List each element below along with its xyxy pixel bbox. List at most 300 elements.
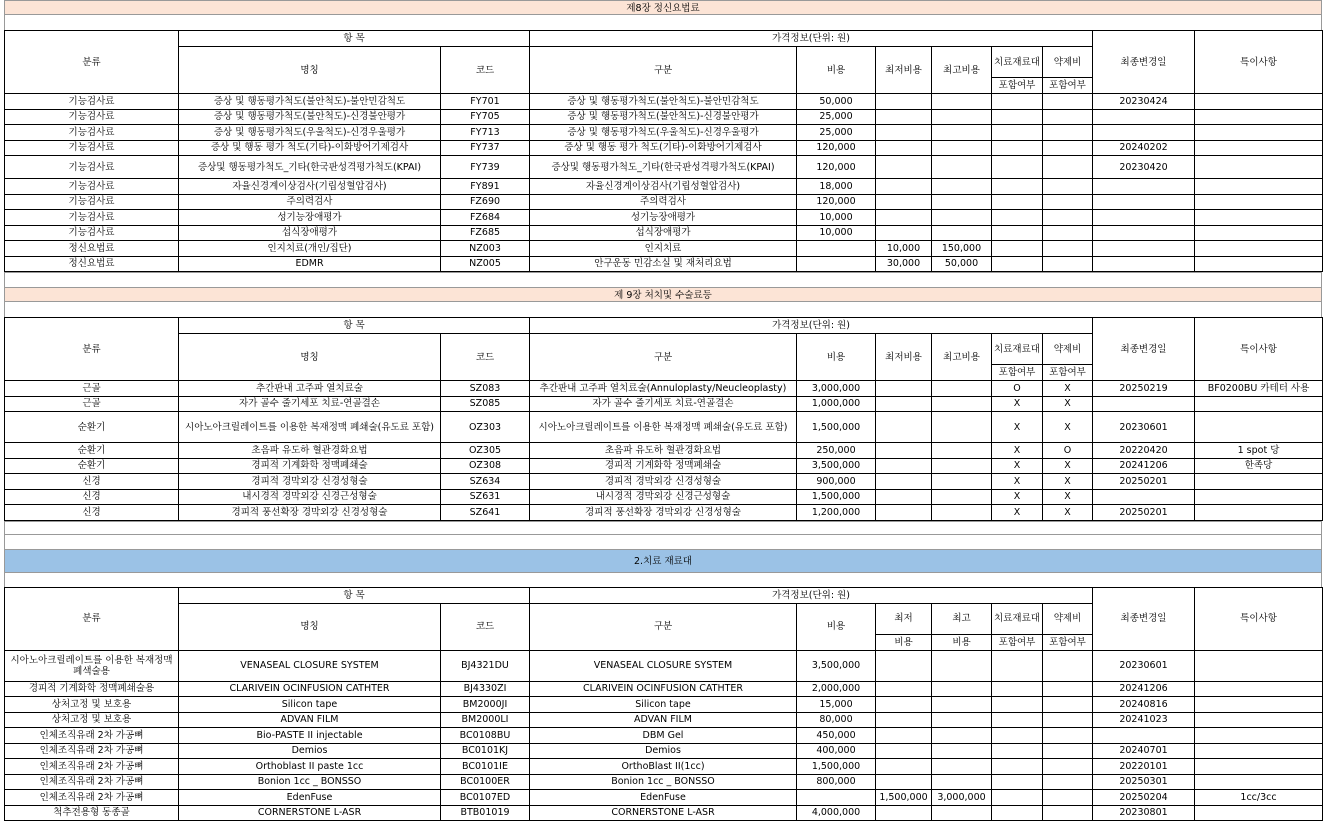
cell-code: BC0108BU: [441, 728, 530, 744]
table-row: [5, 650, 1323, 681]
section-title-procedures: 제 9장 처치및 수술료등: [4, 287, 1322, 302]
cell-name: 경피적 풍선확장 경막외강 신경성형술: [179, 505, 441, 521]
table-row: [5, 210, 1323, 226]
cell-cost: 900,000: [797, 474, 876, 490]
cell-min-cost: [876, 381, 932, 397]
table-row: [5, 109, 1323, 125]
table-row: [5, 94, 1323, 110]
cell-division: 증상및 행동평가척도_기타(한국판성격평가척도(KPAI): [530, 156, 797, 179]
header-category: 분류: [5, 31, 179, 94]
cell-name: 경피적 기계화학 정맥폐쇄술: [179, 458, 441, 474]
header-drug: 약제비: [1043, 334, 1093, 365]
cell-max-cost: [932, 412, 992, 443]
cell-cost: 1,500,000: [797, 412, 876, 443]
cell-material: [992, 697, 1043, 713]
cell-division: 안구운동 민감소실 및 재처리요법: [530, 256, 797, 272]
cell-code: SZ631: [441, 489, 530, 505]
cell-notes: [1195, 489, 1323, 505]
spacer: [4, 535, 1322, 549]
cell-cost: 1,500,000: [797, 489, 876, 505]
cell-code: SZ085: [441, 396, 530, 412]
cell-category: 신경: [5, 505, 179, 521]
cell-drug: [1043, 256, 1093, 272]
cell-division: VENASEAL CLOSURE SYSTEM: [530, 650, 797, 681]
cell-division: 자율신경계이상검사(기립성혈압검사): [530, 179, 797, 195]
cell-code: BC0100ER: [441, 774, 530, 790]
header-material: 치료재료대: [992, 334, 1043, 365]
cell-code: FZ690: [441, 194, 530, 210]
cell-code: NZ003: [441, 241, 530, 257]
cell-last-changed: 20240701: [1093, 743, 1195, 759]
cell-notes: [1195, 412, 1323, 443]
cell-notes: [1195, 805, 1323, 821]
table-row: [5, 381, 1323, 397]
cell-name: Bonion 1cc _ BONSSO: [179, 774, 441, 790]
cell-material: [992, 179, 1043, 195]
cell-division: 증상 및 행동 평가 척도(기타)-이화방어기제검사: [530, 140, 797, 156]
cell-max-cost: [932, 109, 992, 125]
cell-min-cost: [876, 474, 932, 490]
cell-division: ADVAN FILM: [530, 712, 797, 728]
cell-cost: 400,000: [797, 743, 876, 759]
header-drug-incl: 포함여부: [1043, 634, 1093, 650]
cell-category: 인체조직유래 2차 가공뼈: [5, 790, 179, 806]
header-item: 항 목: [179, 31, 530, 47]
cell-drug: [1043, 790, 1093, 806]
cell-min-cost: [876, 125, 932, 141]
cell-min-cost: [876, 412, 932, 443]
cell-category: 신경: [5, 474, 179, 490]
cell-last-changed: 20230801: [1093, 805, 1195, 821]
cell-division: 추간판내 고주파 열치료술(Annuloplasty/Neucleoplasty): [530, 381, 797, 397]
cell-max-cost: [932, 712, 992, 728]
cell-material: X: [992, 489, 1043, 505]
cell-code: FY705: [441, 109, 530, 125]
table-row: [5, 140, 1323, 156]
table-row: [5, 194, 1323, 210]
cell-min-cost: [876, 443, 932, 459]
cell-division: Silicon tape: [530, 697, 797, 713]
cell-name: Silicon tape: [179, 697, 441, 713]
cell-code: OZ308: [441, 458, 530, 474]
cell-max-cost: 3,000,000: [932, 790, 992, 806]
header-min-top: 최저: [876, 603, 932, 634]
cell-last-changed: [1093, 125, 1195, 141]
cell-name: 증상 및 행동평가척도(우울척도)-신경우울평가: [179, 125, 441, 141]
cell-name: 경피적 경막외강 신경성형술: [179, 474, 441, 490]
cell-notes: [1195, 650, 1323, 681]
cell-min-cost: [876, 458, 932, 474]
table-row: [5, 396, 1323, 412]
cell-category: 척추전용형 동종골: [5, 805, 179, 821]
cell-min-cost: [876, 179, 932, 195]
cell-name: 자율신경계이상검사(기립성혈압검사): [179, 179, 441, 195]
cell-notes: 1cc/3cc: [1195, 790, 1323, 806]
cell-max-cost: [932, 681, 992, 697]
cell-last-changed: 20230424: [1093, 94, 1195, 110]
cell-last-changed: 20250301: [1093, 774, 1195, 790]
cell-code: BC0107ED: [441, 790, 530, 806]
cell-notes: [1195, 194, 1323, 210]
cell-division: 주의력검사: [530, 194, 797, 210]
cell-code: BC0101KJ: [441, 743, 530, 759]
cell-last-changed: 20220420: [1093, 443, 1195, 459]
cell-material: [992, 194, 1043, 210]
cell-last-changed: [1093, 241, 1195, 257]
cell-code: FY739: [441, 156, 530, 179]
cell-min-cost: [876, 681, 932, 697]
cell-material: X: [992, 505, 1043, 521]
table-row: [5, 179, 1323, 195]
cell-notes: [1195, 774, 1323, 790]
cell-material: [992, 140, 1043, 156]
header-min-sub: 비용: [876, 634, 932, 650]
cell-code: BJ4330ZI: [441, 681, 530, 697]
cell-division: CLARIVEIN OCINFUSION CATHTER: [530, 681, 797, 697]
cell-name: 섭식장애평가: [179, 225, 441, 241]
cell-max-cost: [932, 156, 992, 179]
header-name: 명칭: [179, 47, 441, 94]
cell-max-cost: [932, 194, 992, 210]
cell-material: [992, 225, 1043, 241]
cell-code: FY713: [441, 125, 530, 141]
cell-notes: [1195, 396, 1323, 412]
cell-code: SZ083: [441, 381, 530, 397]
cell-min-cost: [876, 94, 932, 110]
cell-min-cost: [876, 489, 932, 505]
cell-division: EdenFuse: [530, 790, 797, 806]
cell-code: FY737: [441, 140, 530, 156]
cell-min-cost: [876, 697, 932, 713]
header-drug-incl: 포함여부: [1043, 365, 1093, 381]
cell-drug: X: [1043, 412, 1093, 443]
header-notes: 특이사항: [1195, 587, 1323, 650]
cell-last-changed: 20241023: [1093, 712, 1195, 728]
header-last-changed: 최종변경일: [1093, 31, 1195, 94]
header-cost: 비용: [797, 334, 876, 381]
cell-notes: BF0200BU 카테터 사용: [1195, 381, 1323, 397]
cell-notes: [1195, 697, 1323, 713]
cell-code: FZ685: [441, 225, 530, 241]
cell-code: OZ305: [441, 443, 530, 459]
cell-max-cost: [932, 474, 992, 490]
cell-max-cost: [932, 505, 992, 521]
cell-cost: 1,500,000: [797, 759, 876, 775]
header-max-cost: 최고비용: [932, 334, 992, 381]
cell-drug: [1043, 759, 1093, 775]
cell-name: 증상및 행동평가척도_기타(한국판성격평가척도(KPAI): [179, 156, 441, 179]
table-row: [5, 241, 1323, 257]
header-material: 치료재료대: [992, 47, 1043, 78]
cell-max-cost: [932, 210, 992, 226]
cell-drug: [1043, 109, 1093, 125]
cell-division: 시아노아크릴레이트를 이용한 복재정맥 폐쇄술(유도료 포함): [530, 412, 797, 443]
cell-notes: [1195, 140, 1323, 156]
header-notes: 특이사항: [1195, 318, 1323, 381]
cell-cost: 10,000: [797, 225, 876, 241]
psychotherapy-table: [4, 30, 1323, 272]
cell-category: 순환기: [5, 458, 179, 474]
table-row: [5, 743, 1323, 759]
cell-drug: X: [1043, 396, 1093, 412]
cell-drug: [1043, 140, 1093, 156]
cell-material: [992, 109, 1043, 125]
cell-material: X: [992, 443, 1043, 459]
cell-drug: [1043, 156, 1093, 179]
cell-cost: 1,000,000: [797, 396, 876, 412]
cell-category: 정신요법료: [5, 256, 179, 272]
cell-code: FZ684: [441, 210, 530, 226]
cell-last-changed: 20250219: [1093, 381, 1195, 397]
cell-material: [992, 759, 1043, 775]
cell-min-cost: [876, 156, 932, 179]
cell-material: [992, 256, 1043, 272]
cell-material: [992, 774, 1043, 790]
cell-last-changed: 20240816: [1093, 697, 1195, 713]
cell-max-cost: [932, 381, 992, 397]
header-name: 명칭: [179, 603, 441, 650]
cell-last-changed: [1093, 225, 1195, 241]
cell-material: [992, 125, 1043, 141]
cell-min-cost: [876, 650, 932, 681]
cell-category: 근골: [5, 396, 179, 412]
cell-last-changed: [1093, 179, 1195, 195]
cell-min-cost: [876, 805, 932, 821]
cell-min-cost: [876, 774, 932, 790]
cell-category: 정신요법료: [5, 241, 179, 257]
cell-notes: [1195, 743, 1323, 759]
cell-name: 증상 및 행동평가척도(불안척도)-불안민감척도: [179, 94, 441, 110]
spacer: [4, 521, 1322, 535]
cell-division: 성기능장애평가: [530, 210, 797, 226]
cell-cost: 800,000: [797, 774, 876, 790]
cell-material: X: [992, 412, 1043, 443]
cell-last-changed: [1093, 109, 1195, 125]
cell-material: [992, 94, 1043, 110]
cell-category: 인체조직유래 2차 가공뼈: [5, 774, 179, 790]
cell-notes: [1195, 681, 1323, 697]
cell-cost: [797, 241, 876, 257]
cell-notes: 1 spot 당: [1195, 443, 1323, 459]
header-code: 코드: [441, 47, 530, 94]
header-price-info: 가격정보(단위: 원): [530, 31, 1093, 47]
cell-last-changed: 20250201: [1093, 474, 1195, 490]
cell-category: 기능검사료: [5, 94, 179, 110]
cell-drug: [1043, 728, 1093, 744]
cell-category: 기능검사료: [5, 179, 179, 195]
cell-category: 상처고정 및 보호용: [5, 712, 179, 728]
cell-name: 증상 및 행동 평가 척도(기타)-이화방어기제검사: [179, 140, 441, 156]
cell-category: 인체조직유래 2차 가공뼈: [5, 759, 179, 775]
cell-drug: [1043, 712, 1093, 728]
table-row: [5, 474, 1323, 490]
cell-cost: 3,000,000: [797, 381, 876, 397]
cell-notes: [1195, 474, 1323, 490]
cell-category: 인체조직유래 2차 가공뼈: [5, 743, 179, 759]
cell-cost: 2,000,000: [797, 681, 876, 697]
cell-division: DBM Gel: [530, 728, 797, 744]
cell-drug: X: [1043, 474, 1093, 490]
cell-division: 경피적 경막외강 신경성형술: [530, 474, 797, 490]
cell-division: 인지치료: [530, 241, 797, 257]
cell-division: 증상 및 행동평가척도(불안척도)-신경불안평가: [530, 109, 797, 125]
cell-min-cost: 30,000: [876, 256, 932, 272]
cell-code: BTB01019: [441, 805, 530, 821]
cell-max-cost: [932, 125, 992, 141]
cell-division: 증상 및 행동평가척도(우울척도)-신경우울평가: [530, 125, 797, 141]
cell-cost: 15,000: [797, 697, 876, 713]
cell-cost: 120,000: [797, 140, 876, 156]
cell-material: [992, 156, 1043, 179]
cell-name: 증상 및 행동평가척도(불안척도)-신경불안평가: [179, 109, 441, 125]
cell-name: VENASEAL CLOSURE SYSTEM: [179, 650, 441, 681]
cell-last-changed: 20250201: [1093, 505, 1195, 521]
cell-last-changed: 20240202: [1093, 140, 1195, 156]
cell-notes: [1195, 505, 1323, 521]
cell-last-changed: 20230601: [1093, 650, 1195, 681]
cell-division: Bonion 1cc _ BONSSO: [530, 774, 797, 790]
header-code: 코드: [441, 334, 530, 381]
cell-name: Demios: [179, 743, 441, 759]
cell-notes: [1195, 156, 1323, 179]
cell-notes: [1195, 728, 1323, 744]
cell-min-cost: 10,000: [876, 241, 932, 257]
cell-min-cost: [876, 743, 932, 759]
cell-material: X: [992, 396, 1043, 412]
cell-code: BJ4321DU: [441, 650, 530, 681]
cell-min-cost: [876, 194, 932, 210]
cell-max-cost: [932, 225, 992, 241]
cell-last-changed: 20241206: [1093, 458, 1195, 474]
cell-notes: [1195, 125, 1323, 141]
cell-max-cost: [932, 697, 992, 713]
header-min-cost: 최저비용: [876, 47, 932, 94]
materials-table: [4, 587, 1323, 821]
spacer: [4, 302, 1322, 317]
cell-max-cost: [932, 743, 992, 759]
spacer: [4, 272, 1322, 287]
header-max-cost: 최고비용: [932, 47, 992, 94]
cell-drug: [1043, 125, 1093, 141]
section-title-materials: 2.치료 재료대: [4, 549, 1322, 573]
cell-drug: [1043, 650, 1093, 681]
cell-code: BC0101IE: [441, 759, 530, 775]
cell-category: 기능검사료: [5, 210, 179, 226]
header-notes: 특이사항: [1195, 31, 1323, 94]
cell-min-cost: [876, 210, 932, 226]
table-row: [5, 458, 1323, 474]
cell-name: 초음파 유도하 혈관경화요법: [179, 443, 441, 459]
header-last-changed: 최종변경일: [1093, 318, 1195, 381]
cell-category: 기능검사료: [5, 125, 179, 141]
cell-category: 기능검사료: [5, 140, 179, 156]
cell-max-cost: [932, 94, 992, 110]
cell-max-cost: [932, 805, 992, 821]
cell-min-cost: [876, 712, 932, 728]
cell-last-changed: [1093, 396, 1195, 412]
cell-last-changed: 20250204: [1093, 790, 1195, 806]
cell-name: 내시경적 경막외강 신경근성형술: [179, 489, 441, 505]
cell-material: [992, 790, 1043, 806]
cell-notes: [1195, 256, 1323, 272]
header-category: 분류: [5, 587, 179, 650]
header-drug: 약제비: [1043, 603, 1093, 634]
cell-category: 근골: [5, 381, 179, 397]
cell-cost: 3,500,000: [797, 458, 876, 474]
cell-cost: 10,000: [797, 210, 876, 226]
header-material-incl: 포함여부: [992, 78, 1043, 94]
header-min-cost: 최저비용: [876, 334, 932, 381]
cell-notes: [1195, 94, 1323, 110]
cell-drug: X: [1043, 505, 1093, 521]
cell-material: O: [992, 381, 1043, 397]
cell-drug: O: [1043, 443, 1093, 459]
table-row: [5, 805, 1323, 821]
cell-division: OrthoBlast II(1cc): [530, 759, 797, 775]
table-row: [5, 489, 1323, 505]
cell-notes: [1195, 179, 1323, 195]
cell-name: Orthoblast II paste 1cc: [179, 759, 441, 775]
cell-name: 시아노아크릴레이트를 이용한 복재정맥 폐쇄술(유도료 포함): [179, 412, 441, 443]
cell-last-changed: [1093, 256, 1195, 272]
header-material-incl: 포함여부: [992, 365, 1043, 381]
cell-cost: 250,000: [797, 443, 876, 459]
cell-max-cost: [932, 489, 992, 505]
cell-drug: [1043, 225, 1093, 241]
table-row: [5, 774, 1323, 790]
cell-notes: [1195, 241, 1323, 257]
header-material-incl: 포함여부: [992, 634, 1043, 650]
cell-material: [992, 241, 1043, 257]
header-division: 구분: [530, 603, 797, 650]
cell-material: [992, 728, 1043, 744]
header-division: 구분: [530, 47, 797, 94]
cell-drug: [1043, 697, 1093, 713]
cell-cost: 3,500,000: [797, 650, 876, 681]
table-row: [5, 712, 1323, 728]
cell-max-cost: [932, 396, 992, 412]
cell-category: 기능검사료: [5, 225, 179, 241]
cell-notes: 한족당: [1195, 458, 1323, 474]
cell-code: BM2000LI: [441, 712, 530, 728]
cell-last-changed: 20241206: [1093, 681, 1195, 697]
procedures-table: [4, 317, 1323, 521]
cell-name: Bio-PASTE II injectable: [179, 728, 441, 744]
cell-category: 순환기: [5, 412, 179, 443]
cell-last-changed: [1093, 728, 1195, 744]
cell-material: [992, 681, 1043, 697]
cell-cost: 18,000: [797, 179, 876, 195]
cell-drug: X: [1043, 489, 1093, 505]
cell-min-cost: [876, 109, 932, 125]
cell-material: X: [992, 474, 1043, 490]
cell-cost: 25,000: [797, 125, 876, 141]
cell-min-cost: [876, 728, 932, 744]
cell-last-changed: 20220101: [1093, 759, 1195, 775]
section-title-psychotherapy: 제8장 정신요법료: [4, 0, 1322, 15]
cell-cost: 4,000,000: [797, 805, 876, 821]
table-row: [5, 125, 1323, 141]
cell-cost: [797, 256, 876, 272]
cell-last-changed: 20230420: [1093, 156, 1195, 179]
table-row: [5, 256, 1323, 272]
cell-name: 인지치료(개인/집단): [179, 241, 441, 257]
cell-drug: X: [1043, 458, 1093, 474]
cell-cost: 1,200,000: [797, 505, 876, 521]
cell-max-cost: 150,000: [932, 241, 992, 257]
header-max-sub: 비용: [932, 634, 992, 650]
cell-name: 성기능장애평가: [179, 210, 441, 226]
